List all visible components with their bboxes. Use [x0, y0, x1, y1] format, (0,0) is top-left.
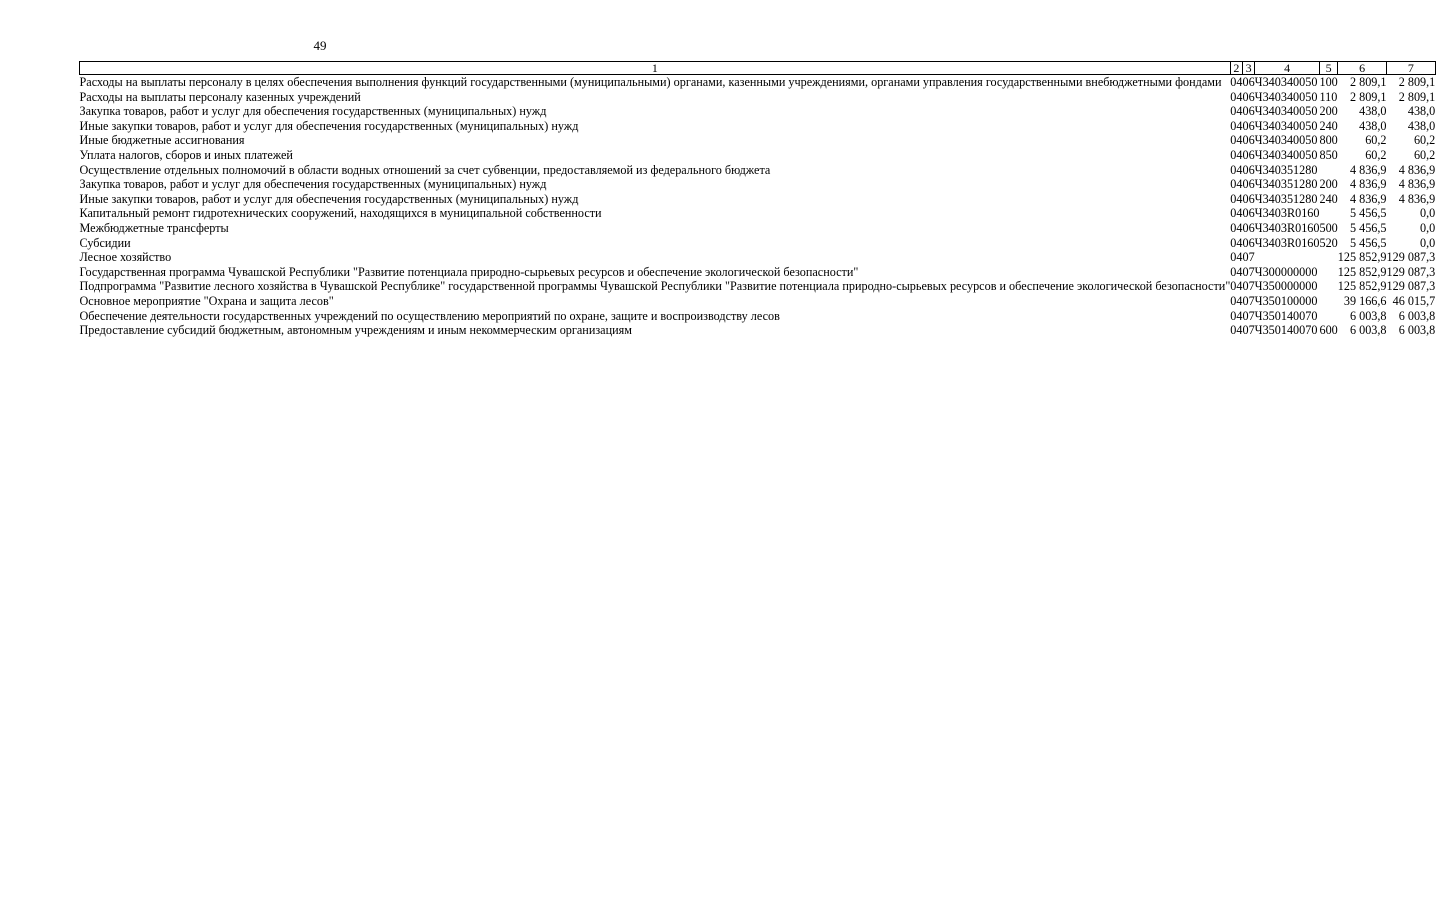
budget-table [79, 61, 1436, 338]
target-item-code: Ч350000000 [1254, 279, 1318, 294]
target-item-code: Ч3403R0160 [1254, 220, 1320, 235]
amount-year-1: 39 166,6 [1343, 293, 1387, 308]
row-name: Уплата налогов, сборов и иных платежей [79, 147, 293, 162]
amount-year-2: 60,2 [1413, 133, 1436, 148]
section-code: 04 [1230, 89, 1243, 104]
subsection-code: 06 [1242, 162, 1255, 177]
expense-type-code [1319, 250, 1337, 265]
row-name: Закупка товаров, работ и услуг для обеспечения государственных (муниципальных) нужд [79, 104, 547, 119]
column-header: 1 [80, 62, 1231, 75]
column-header: 6 [1338, 62, 1387, 75]
table-row [80, 177, 1436, 192]
amount-year-1: 5 456,5 [1349, 206, 1387, 221]
table-row [80, 206, 1436, 221]
row-name: Государственная программа Чувашской Республики "Развитие потенциала природно-сырьевых ресурсов и обеспечение экологической безопасности" [79, 264, 859, 279]
subsection-code: 06 [1242, 177, 1255, 192]
row-name: Капитальный ремонт гидротехнических сооружений, находящихся в муниципальной собственности [79, 206, 602, 221]
amount-year-2: 4 836,9 [1398, 177, 1436, 192]
table-row [80, 309, 1436, 324]
target-item-code: Ч3403R0160 [1254, 206, 1320, 221]
amount-year-1: 125 852,9 [1337, 264, 1387, 279]
column-header: 5 [1319, 62, 1337, 75]
subsection-code: 07 [1242, 293, 1255, 308]
target-item-code [1255, 250, 1320, 265]
amount-year-1: 6 003,8 [1349, 308, 1387, 323]
amount-year-1: 438,0 [1359, 104, 1387, 119]
subsection-code: 07 [1242, 279, 1255, 294]
row-name: Обеспечение деятельности государственных учреждений по осуществлению мероприятий по охране, защите и воспроизводству лесов [79, 308, 780, 323]
row-name: Иные бюджетные ассигнования [79, 133, 245, 148]
expense-type-code: 240 [1319, 118, 1338, 133]
section-code: 04 [1230, 75, 1243, 89]
amount-year-2: 0,0 [1420, 220, 1436, 235]
target-item-code: Ч340340050 [1254, 118, 1318, 133]
amount-year-1: 125 852,9 [1337, 279, 1387, 294]
amount-year-1: 2 809,1 [1349, 89, 1387, 104]
amount-year-2: 4 836,9 [1398, 191, 1436, 206]
row-name: Основное мероприятие "Охрана и защита лесов" [79, 293, 334, 308]
subsection-code: 06 [1242, 206, 1255, 221]
target-item-code: Ч340340050 [1254, 89, 1318, 104]
amount-year-2: 6 003,8 [1398, 323, 1436, 338]
subsection-code: 06 [1242, 147, 1255, 162]
row-name: Иные закупки товаров, работ и услуг для обеспечения государственных (муниципальных) нужд [79, 118, 579, 133]
section-code: 04 [1230, 220, 1243, 235]
expense-type-code [1319, 294, 1337, 309]
page-number: 49 [313, 38, 327, 53]
amount-year-2: 60,2 [1413, 147, 1436, 162]
section-code: 04 [1230, 133, 1243, 148]
amount-year-2: 438,0 [1407, 118, 1436, 133]
row-name: Закупка товаров, работ и услуг для обеспечения государственных (муниципальных) нужд [79, 177, 547, 192]
target-item-code: Ч350140070 [1254, 308, 1318, 323]
target-item-code: Ч300000000 [1254, 264, 1318, 279]
amount-year-1: 4 836,9 [1349, 162, 1387, 177]
amount-year-2: 129 087,3 [1386, 264, 1436, 279]
target-item-code: Ч340340050 [1254, 133, 1318, 148]
table-row [80, 294, 1436, 309]
amount-year-1: 438,0 [1359, 118, 1387, 133]
section-code: 04 [1230, 191, 1243, 206]
target-item-code: Ч340351280 [1254, 177, 1318, 192]
target-item-code: Ч340340050 [1254, 147, 1318, 162]
expense-type-code [1319, 163, 1337, 178]
section-code: 04 [1230, 235, 1243, 250]
table-row [80, 236, 1436, 251]
amount-year-2: 129 087,3 [1386, 250, 1436, 265]
expense-type-code [1319, 309, 1337, 324]
column-header: 4 [1255, 62, 1320, 75]
amount-year-2: 6 003,8 [1398, 308, 1436, 323]
amount-year-2: 0,0 [1420, 235, 1436, 250]
row-name: Субсидии [79, 235, 131, 250]
subsection-code: 06 [1242, 235, 1255, 250]
row-name: Предоставление субсидий бюджетным, автономным учреждениям и иным некоммерческим организациям [79, 323, 632, 338]
target-item-code: Ч340351280 [1254, 162, 1318, 177]
table-row [80, 221, 1436, 236]
column-header: 3 [1242, 62, 1254, 75]
section-code: 04 [1230, 162, 1243, 177]
amount-year-2: 2 809,1 [1398, 75, 1436, 89]
target-item-code: Ч350140070 [1254, 323, 1318, 338]
subsection-code: 06 [1242, 104, 1255, 119]
target-item-code: Ч340340050 [1254, 104, 1318, 119]
section-code: 04 [1230, 206, 1243, 221]
target-item-code: Ч340340050 [1254, 75, 1318, 89]
section-code: 04 [1230, 308, 1243, 323]
table-row [80, 119, 1436, 134]
expense-type-code: 200 [1319, 104, 1338, 119]
subsection-code: 06 [1242, 191, 1255, 206]
amount-year-2: 0,0 [1420, 206, 1436, 221]
amount-year-1: 60,2 [1365, 133, 1387, 148]
expense-type-code [1319, 206, 1337, 221]
subsection-code: 07 [1242, 323, 1255, 338]
subsection-code: 07 [1242, 308, 1255, 323]
column-header: 2 [1230, 62, 1242, 75]
amount-year-2: 438,0 [1407, 104, 1436, 119]
table-row [80, 250, 1436, 265]
subsection-code: 07 [1242, 250, 1255, 265]
expense-type-code: 500 [1319, 220, 1338, 235]
table-row [80, 163, 1436, 178]
row-name: Лесное хозяйство [79, 250, 172, 265]
expense-type-code: 600 [1319, 323, 1338, 338]
expense-type-code: 100 [1319, 75, 1338, 89]
row-name: Межбюджетные трансферты [79, 220, 229, 235]
target-item-code: Ч340351280 [1254, 191, 1318, 206]
amount-year-1: 4 836,9 [1349, 191, 1387, 206]
table-row [80, 265, 1436, 280]
expense-type-code: 520 [1319, 235, 1338, 250]
expense-type-code: 800 [1319, 133, 1338, 148]
section-code: 04 [1230, 147, 1243, 162]
section-code: 04 [1230, 104, 1243, 119]
amount-year-1: 6 003,8 [1349, 323, 1387, 338]
amount-year-1: 125 852,9 [1337, 250, 1387, 265]
amount-year-2: 4 836,9 [1398, 162, 1436, 177]
table-row [80, 90, 1436, 105]
row-name: Подпрограмма "Развитие лесного хозяйства в Чувашской Республике" государственной программы Чувашской Республики "Развитие потенциала природно-сырьевых ресурсов и обеспечение экологической безопасности" [79, 279, 1231, 294]
subsection-code: 06 [1242, 75, 1255, 89]
expense-type-code [1319, 279, 1337, 294]
amount-year-1: 60,2 [1365, 147, 1387, 162]
section-code: 04 [1230, 293, 1243, 308]
table-row [80, 279, 1436, 294]
subsection-code: 06 [1242, 133, 1255, 148]
table-row [80, 192, 1436, 207]
table-row [80, 133, 1436, 148]
expense-type-code [1319, 265, 1337, 280]
subsection-code: 06 [1242, 89, 1255, 104]
row-name: Иные закупки товаров, работ и услуг для обеспечения государственных (муниципальных) нужд [79, 191, 579, 206]
section-code: 04 [1230, 177, 1243, 192]
expense-type-code: 240 [1319, 191, 1338, 206]
section-code: 04 [1230, 279, 1243, 294]
amount-year-1: 5 456,5 [1349, 235, 1387, 250]
subsection-code: 06 [1242, 220, 1255, 235]
amount-year-2: 129 087,3 [1386, 279, 1436, 294]
row-name: Расходы на выплаты персоналу казенных учреждений [79, 89, 361, 104]
row-name: Расходы на выплаты персоналу в целях обеспечения выполнения функций государственными (муниципальными) органами, казенными учреждениями, органами управления государственными внебюджетными фондами [79, 75, 1222, 89]
table-body [80, 75, 1436, 338]
table-row [80, 104, 1436, 119]
amount-year-1: 5 456,5 [1349, 220, 1387, 235]
target-item-code: Ч350100000 [1254, 293, 1318, 308]
section-code: 04 [1230, 118, 1243, 133]
expense-type-code: 850 [1319, 147, 1338, 162]
expense-type-code: 110 [1319, 89, 1338, 104]
table-row [80, 75, 1436, 90]
column-header: 7 [1387, 62, 1436, 75]
section-code: 04 [1230, 323, 1243, 338]
table-row [80, 323, 1436, 338]
expense-type-code: 200 [1319, 177, 1338, 192]
section-code: 04 [1230, 264, 1243, 279]
amount-year-2: 2 809,1 [1398, 89, 1436, 104]
amount-year-2: 46 015,7 [1392, 293, 1436, 308]
target-item-code: Ч3403R0160 [1254, 235, 1320, 250]
subsection-code: 06 [1242, 118, 1255, 133]
table-header-row [80, 62, 1436, 75]
amount-year-1: 4 836,9 [1349, 177, 1387, 192]
table-row [80, 148, 1436, 163]
amount-year-1: 2 809,1 [1349, 75, 1387, 89]
row-name: Осуществление отдельных полномочий в области водных отношений за счет субвенции, предоставляемой из федерального бюджета [79, 162, 771, 177]
subsection-code: 07 [1242, 264, 1255, 279]
section-code: 04 [1230, 250, 1243, 265]
